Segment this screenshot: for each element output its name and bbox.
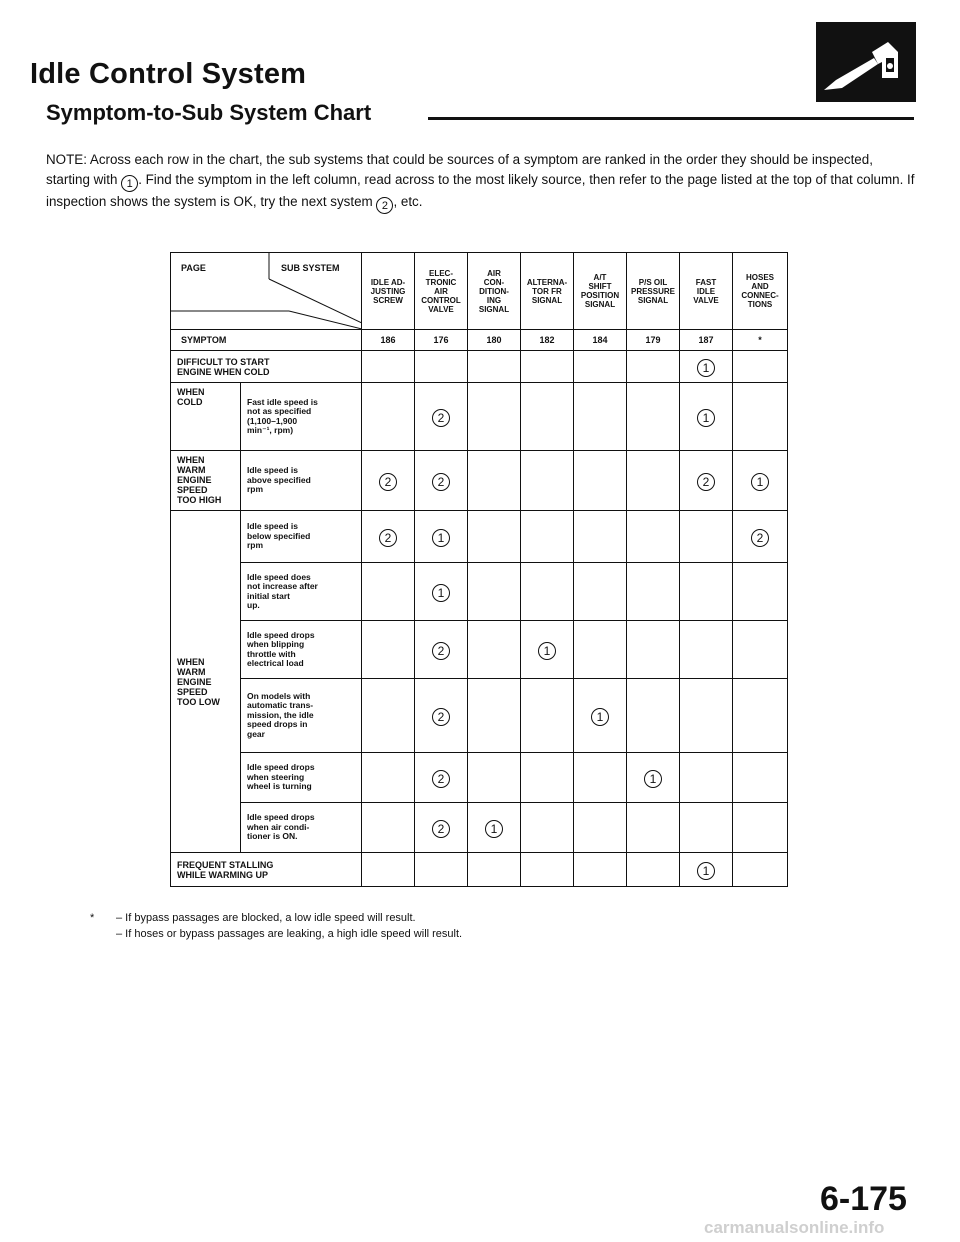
footnote-line: – If bypass passages are blocked, a low idle speed will result. [116, 912, 416, 924]
circled-rank-icon: 1 [644, 770, 662, 788]
rank-cell [733, 621, 788, 679]
symptom-label: DIFFICULT TO START ENGINE WHEN COLD [171, 351, 362, 383]
column-page: * [733, 330, 788, 351]
rank-cell [574, 351, 627, 383]
footnote-line: – If hoses or bypass passages are leaking, a high idle speed will result. [116, 928, 463, 940]
rank-cell [574, 679, 627, 753]
column-page: 187 [680, 330, 733, 351]
table-row [171, 351, 788, 383]
column-page: 179 [627, 330, 680, 351]
symptom-chart [170, 252, 788, 887]
rank-cell [574, 383, 627, 451]
rank-cell [362, 753, 415, 803]
symptom-label: Idle speed drops when steering wheel is turning [241, 753, 362, 803]
table-row [171, 679, 788, 753]
circled-rank-icon: 2 [432, 770, 450, 788]
table-row [171, 563, 788, 621]
rank-cell [574, 621, 627, 679]
group-label-when-cold: WHEN COLD [171, 383, 241, 451]
rank-cell [627, 853, 680, 887]
column-header: ELEC- TRONIC AIR CONTROL VALVE [415, 253, 468, 330]
rank-cell [415, 679, 468, 753]
note-text-1: NOTE: Across each row in the chart, the sub systems that could be sources of a symptom are ranked in the order they should be inspected, starting with [46, 152, 873, 187]
symptom-label: Idle speed drops when air condi- tioner is ON. [241, 803, 362, 853]
column-page: 180 [468, 330, 521, 351]
circled-1-icon: 1 [121, 175, 138, 192]
rank-cell [521, 351, 574, 383]
circled-rank-icon: 1 [591, 708, 609, 726]
rank-cell [415, 803, 468, 853]
rank-cell [521, 753, 574, 803]
rank-cell [680, 679, 733, 753]
rank-cell [733, 753, 788, 803]
rank-cell [362, 351, 415, 383]
rank-cell [415, 351, 468, 383]
note-paragraph [46, 150, 916, 214]
symptom-label: On models with automatic trans- mission, the idle speed drops in gear [241, 679, 362, 753]
group-label-warm-high: WHEN WARM ENGINE SPEED TOO HIGH [171, 451, 241, 511]
rank-cell [733, 679, 788, 753]
rank-cell [362, 679, 415, 753]
rank-cell [680, 511, 733, 563]
rank-cell [733, 511, 788, 563]
rank-cell [362, 451, 415, 511]
circled-rank-icon: 1 [432, 584, 450, 602]
rank-cell [733, 451, 788, 511]
rank-cell [415, 563, 468, 621]
page-number: 6-175 [820, 1180, 907, 1218]
circled-rank-icon: 1 [751, 473, 769, 491]
rank-cell [627, 511, 680, 563]
table-row [171, 383, 788, 451]
rank-cell [521, 621, 574, 679]
rank-cell [362, 511, 415, 563]
rank-cell [680, 451, 733, 511]
circled-2-icon: 2 [376, 197, 393, 214]
rank-cell [574, 753, 627, 803]
rank-cell [733, 803, 788, 853]
rank-cell [574, 853, 627, 887]
rank-cell [574, 563, 627, 621]
rank-cell [415, 383, 468, 451]
rank-cell [574, 511, 627, 563]
circled-rank-icon: 2 [697, 473, 715, 491]
note-text-2: . Find the symptom in the left column, read across to the most likely source, then refer to the page listed at the top of that column. If inspection shows the system is OK, try the next system [46, 172, 915, 209]
rank-cell [574, 451, 627, 511]
circled-rank-icon: 1 [485, 820, 503, 838]
column-page: 186 [362, 330, 415, 351]
corner-page-label: PAGE [181, 263, 206, 273]
rank-cell [521, 511, 574, 563]
rank-cell [627, 451, 680, 511]
rank-cell [627, 621, 680, 679]
rank-cell [468, 351, 521, 383]
group-label-warm-low: WHEN WARM ENGINE SPEED TOO LOW [171, 511, 241, 853]
symptom-label: Fast idle speed is not as specified (1,100–1,900 min⁻¹, rpm) [241, 383, 362, 451]
symptom-label: FREQUENT STALLING WHILE WARMING UP [171, 853, 362, 887]
rank-cell [680, 853, 733, 887]
column-header: P/S OIL PRESSURE SIGNAL [627, 253, 680, 330]
symptom-label: Idle speed does not increase after initial start up. [241, 563, 362, 621]
symptom-label: Idle speed drops when blipping throttle with electrical load [241, 621, 362, 679]
rank-cell [574, 803, 627, 853]
circled-rank-icon: 2 [432, 820, 450, 838]
circled-rank-icon: 2 [432, 473, 450, 491]
rank-cell [362, 563, 415, 621]
circled-rank-icon: 1 [697, 862, 715, 880]
watermark: carmanualsonline.info [704, 1218, 885, 1237]
rank-cell [680, 621, 733, 679]
symptom-label: Idle speed is below specified rpm [241, 511, 362, 563]
column-header: FAST IDLE VALVE [680, 253, 733, 330]
circled-rank-icon: 1 [697, 409, 715, 427]
rank-cell [415, 753, 468, 803]
table-row [171, 853, 788, 887]
rank-cell [733, 853, 788, 887]
table-row [171, 753, 788, 803]
column-page: 182 [521, 330, 574, 351]
rank-cell [680, 351, 733, 383]
rank-cell [680, 383, 733, 451]
rank-cell [521, 383, 574, 451]
rank-cell [680, 803, 733, 853]
rank-cell [627, 351, 680, 383]
page-subtitle: Symptom-to-Sub System Chart [46, 100, 372, 125]
rank-cell [733, 383, 788, 451]
rank-cell [468, 753, 521, 803]
rank-cell [362, 621, 415, 679]
column-header: AIR CON- DITION- ING SIGNAL [468, 253, 521, 330]
circled-rank-icon: 1 [697, 359, 715, 377]
rank-cell [627, 803, 680, 853]
rank-cell [521, 563, 574, 621]
rank-cell [680, 753, 733, 803]
circled-rank-icon: 2 [379, 529, 397, 547]
rank-cell [627, 563, 680, 621]
column-page: 176 [415, 330, 468, 351]
column-page: 184 [574, 330, 627, 351]
circled-rank-icon: 2 [751, 529, 769, 547]
circled-rank-icon: 2 [379, 473, 397, 491]
rank-cell [468, 853, 521, 887]
rank-cell [468, 621, 521, 679]
rank-cell [415, 853, 468, 887]
footnote-star: * [90, 912, 95, 924]
rank-cell [521, 853, 574, 887]
rank-cell [468, 451, 521, 511]
rank-cell [680, 563, 733, 621]
column-header: HOSES AND CONNEC- TIONS [733, 253, 788, 330]
rank-cell [627, 679, 680, 753]
corner-subsystem-label: SUB SYSTEM [281, 263, 340, 273]
rank-cell [521, 451, 574, 511]
table-row [171, 621, 788, 679]
table-row [171, 511, 788, 563]
fuel-nozzle-icon [816, 22, 916, 102]
footnotes [90, 910, 462, 942]
header-corner [171, 253, 362, 330]
rank-cell [362, 383, 415, 451]
circled-rank-icon: 2 [432, 708, 450, 726]
column-header: A/T SHIFT POSITION SIGNAL [574, 253, 627, 330]
circled-rank-icon: 2 [432, 642, 450, 660]
rank-cell [362, 803, 415, 853]
circled-rank-icon: 2 [432, 409, 450, 427]
rank-cell [468, 803, 521, 853]
note-text-3: , etc. [393, 194, 423, 209]
corner-symptom-label: SYMPTOM [171, 330, 362, 351]
rank-cell [468, 511, 521, 563]
rank-cell [627, 383, 680, 451]
rank-cell [415, 451, 468, 511]
column-header: ALTERNA- TOR FR SIGNAL [521, 253, 574, 330]
rank-cell [733, 563, 788, 621]
rank-cell [415, 621, 468, 679]
page-title: Idle Control System [30, 58, 307, 90]
rank-cell [468, 679, 521, 753]
circled-rank-icon: 1 [538, 642, 556, 660]
circled-rank-icon: 1 [432, 529, 450, 547]
rank-cell [362, 853, 415, 887]
rank-cell [415, 511, 468, 563]
subtitle-rule [428, 117, 914, 120]
rank-cell [521, 803, 574, 853]
table-row [171, 451, 788, 511]
symptom-label: Idle speed is above specified rpm [241, 451, 362, 511]
rank-cell [627, 753, 680, 803]
rank-cell [733, 351, 788, 383]
rank-cell [468, 563, 521, 621]
rank-cell [521, 679, 574, 753]
column-header: IDLE AD- JUSTING SCREW [362, 253, 415, 330]
table-row [171, 803, 788, 853]
rank-cell [468, 383, 521, 451]
